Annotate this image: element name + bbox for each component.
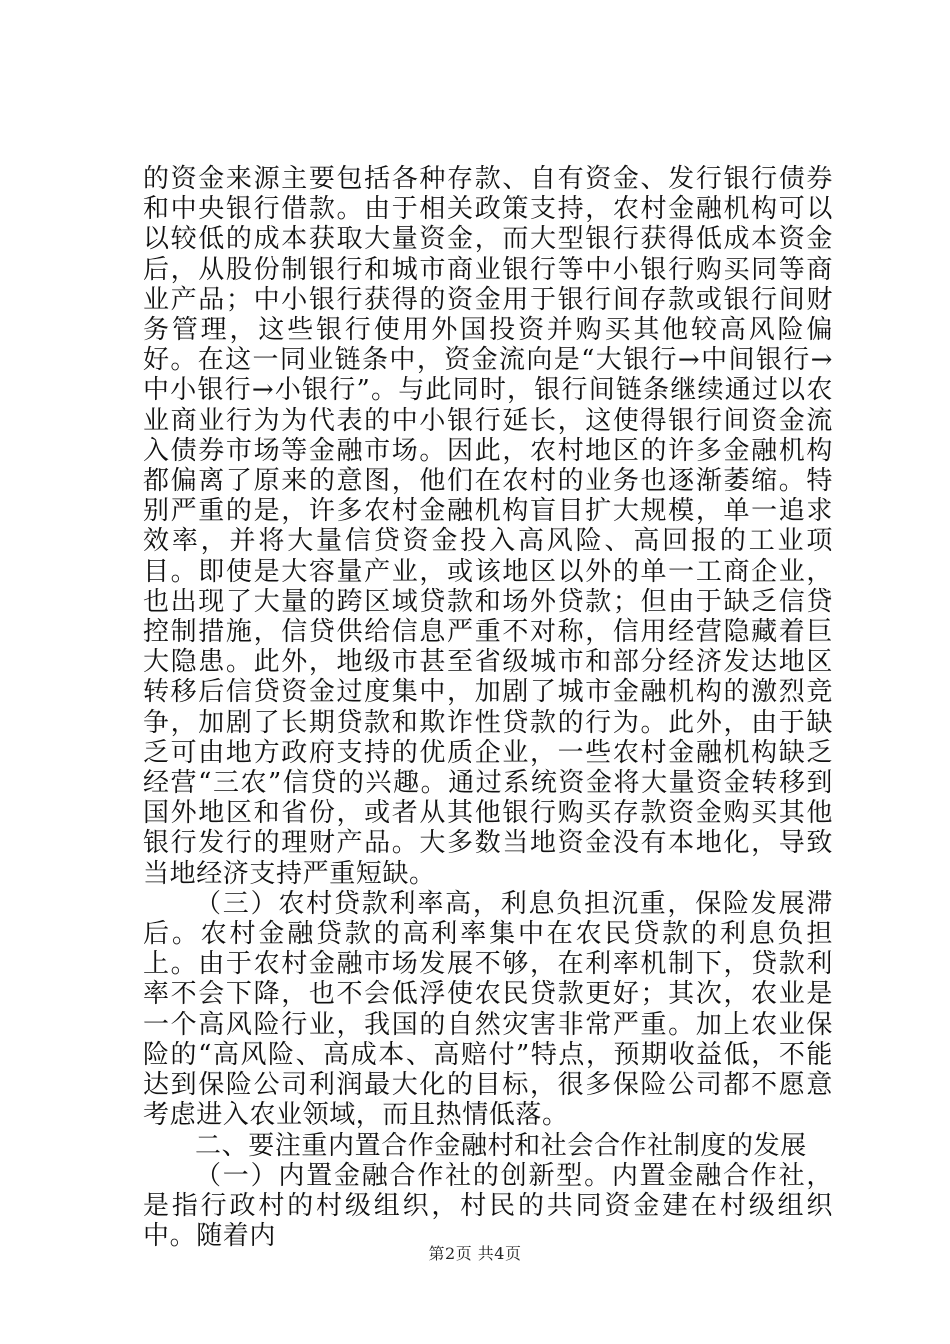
document-body bbox=[143, 164, 833, 1251]
section-heading-cooperatives: 二、要注重内置合作金融村和社会合作社制度的发展 bbox=[195, 1130, 807, 1161]
paragraph-funding-sources: 的资金来源主要包括各种存款、自有资金、发行银行债券和中央银行借款。由于相关政策支持，农村金融机构可以以较低的成本获取大量资金，而大型银行获得低成本资金后，从股份制银行和城市商业银行等中小银行购买同等商业产品；中小银行获得的资金用于银行间存款或银行间财务管理，这些银行使用外国投资并购买其他较高风险偏好。在这一同业链条中，资金流向是“大银行→中间银行→中小银行→小银行”。与此同时，银行间链条继续通过以农业商业行为为代表的中小银行延长，这使得银行间资金流入债券市场等金融市场。因此，农村地区的许多金融机构都偏离了原来的意图，他们在农村的业务也逐渐萎缩。特别严重的是，许多农村金融机构盲目扩大规模，单一追求效率，并将大量信贷资金投入高风险、高回报的工业项目。即使是大容量产业，或该地区以外的单一工商企业，也出现了大量的跨区域贷款和场外贷款；但由于缺乏信贷控制措施，信贷供给信息严重不对称，信用经营隐藏着巨大隐患。此外，地级市甚至省级城市和部分经济发达地区转移后信贷资金过度集中，加剧了城市金融机构的激烈竞争，加剧了长期贷款和欺诈性贷款的行为。此外，由于缺乏可由地方政府支持的优质企业，一些农村金融机构缺乏经营“三农”信贷的兴趣。通过系统资金将大量资金转移到国外地区和省份，或者从其他银行购买存款资金购买其他银行发行的理财产品。大多数当地资金没有本地化，导致当地经济支持严重短缺。 bbox=[143, 164, 833, 889]
page-number: 第2页 共4页 bbox=[428, 1244, 522, 1263]
paragraph-builtin-cooperatives: （一）内置金融合作社的创新型。内置金融合作社，是指行政村的村级组织，村民的共同资金建在村级组织中。随着内 bbox=[143, 1160, 833, 1252]
page-footer bbox=[0, 1241, 950, 1264]
paragraph-rural-loan-rates: （三）农村贷款利率高，利息负担沉重，保险发展滞后。农村金融贷款的高利率集中在农民贷款的利息负担上。由于农村金融市场发展不够，在利率机制下，贷款利率不会下降，也不会低浮使农民贷款更好；其次，农业是一个高风险行业，我国的自然灾害非常严重。加上农业保险的“高风险、高成本、高赔付”特点，预期收益低，不能达到保险公司利润最大化的目标，很多保险公司都不愿意考虑进入农业领域，而且热情低落。 bbox=[143, 888, 833, 1131]
